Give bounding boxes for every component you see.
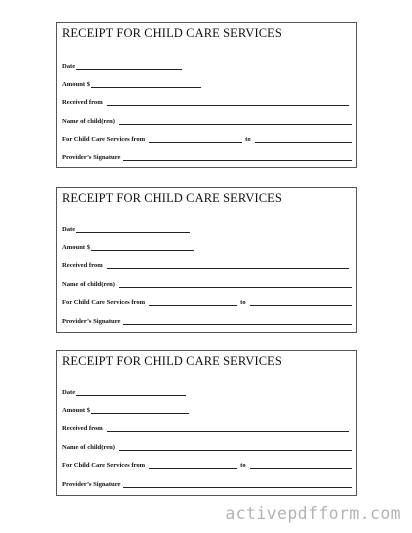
receipt-title: RECEIPT FOR CHILD CARE SERVICES [62,354,282,368]
services-from-label: For Child Care Services from [62,462,146,469]
signature-label: Provider’s Signature [62,318,121,325]
signature-row [62,315,352,325]
receipt-form-1 [56,22,357,168]
date-label: Date [62,63,76,70]
services-period-row [62,459,352,469]
amount-field[interactable] [91,81,201,88]
date-field[interactable] [76,63,182,70]
services-to-field[interactable] [250,299,352,306]
services-period-row [62,296,352,306]
amount-label: Amount $ [62,81,91,88]
received-from-label: Received from [62,99,103,106]
signature-field[interactable] [123,318,352,325]
received-from-row [62,96,352,106]
services-from-field[interactable] [149,136,242,143]
received-from-label: Received from [62,262,103,269]
services-period-row [62,133,352,143]
amount-field[interactable] [91,244,194,251]
signature-row [62,478,352,488]
received-from-row [62,259,352,269]
children-label: Name of child(ren) [62,118,115,125]
to-label: to [240,299,246,306]
amount-field[interactable] [91,407,189,414]
children-label: Name of child(ren) [62,444,115,451]
services-from-label: For Child Care Services from [62,299,146,306]
received-from-field[interactable] [107,262,349,269]
services-from-field[interactable] [149,299,237,306]
receipt-form-2 [56,187,357,333]
received-from-label: Received from [62,425,103,432]
services-to-field[interactable] [255,136,352,143]
services-to-field[interactable] [250,462,352,469]
children-label: Name of child(ren) [62,281,115,288]
children-row [62,441,352,451]
amount-label: Amount $ [62,244,91,251]
date-label: Date [62,389,76,396]
to-label: to [240,462,246,469]
children-field[interactable] [119,118,352,125]
amount-row [62,78,352,88]
amount-row [62,404,352,414]
services-from-label: For Child Care Services from [62,136,146,143]
signature-label: Provider’s Signature [62,154,121,161]
receipt-title: RECEIPT FOR CHILD CARE SERVICES [62,26,282,40]
signature-row [62,151,352,161]
signature-label: Provider’s Signature [62,481,121,488]
received-from-field[interactable] [107,99,349,106]
date-field[interactable] [76,389,186,396]
receipt-title: RECEIPT FOR CHILD CARE SERVICES [62,191,282,205]
children-row [62,278,352,288]
date-row [62,386,352,396]
date-row [62,223,352,233]
watermark: activepdfform.com [225,504,401,523]
to-label: to [245,136,251,143]
signature-field[interactable] [123,481,352,488]
signature-field[interactable] [123,154,352,161]
received-from-field[interactable] [107,425,349,432]
children-row [62,115,352,125]
received-from-row [62,422,352,432]
date-field[interactable] [76,226,190,233]
services-from-field[interactable] [149,462,237,469]
children-field[interactable] [119,444,352,451]
children-field[interactable] [119,281,352,288]
receipt-form-3 [56,350,357,496]
date-row [62,60,352,70]
date-label: Date [62,226,76,233]
amount-row [62,241,352,251]
amount-label: Amount $ [62,407,91,414]
